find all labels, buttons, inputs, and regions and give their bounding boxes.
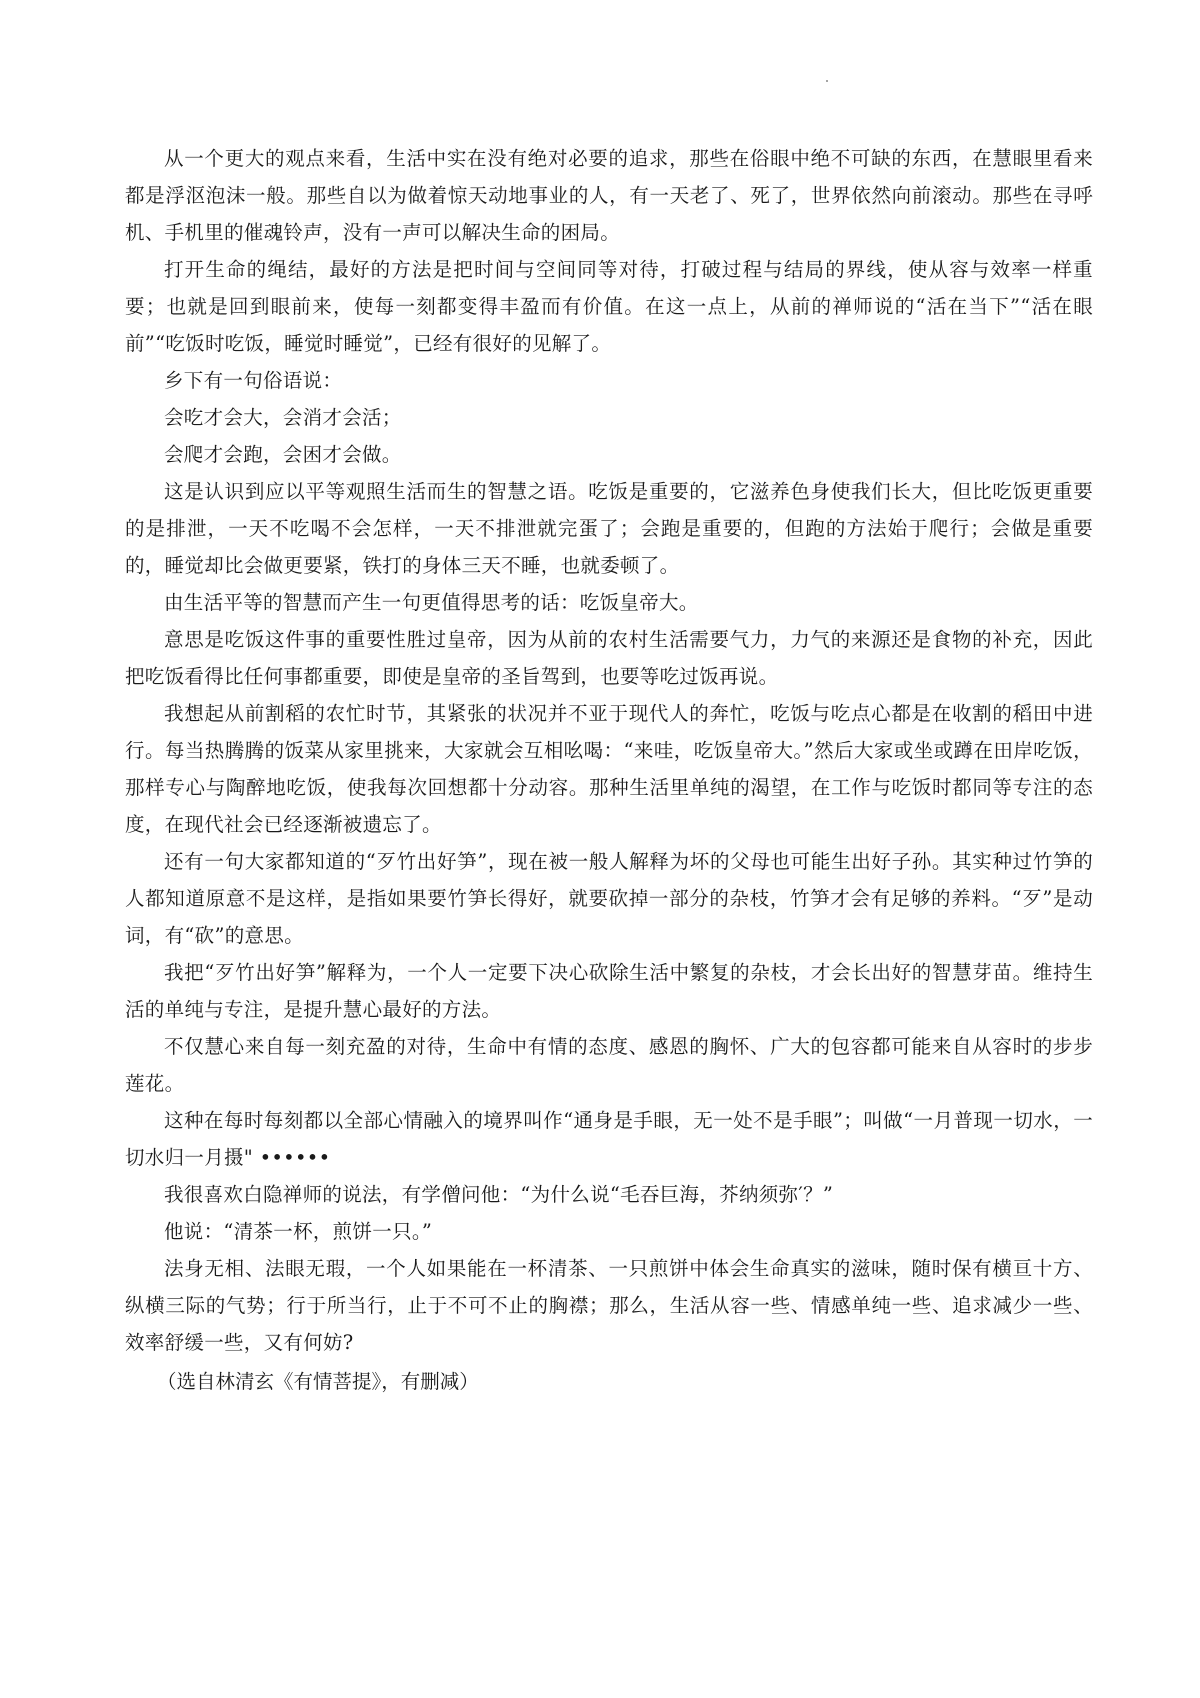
page-mark-dot (826, 80, 828, 82)
paragraph-14: 我很喜欢白隐禅师的说法，有学僧问他：“为什么说“毛吞巨海，芥纳须弥′？” (164, 1183, 834, 1206)
paragraph-5: 会爬才会跑，会困才会做。 (164, 443, 402, 466)
paragraph-7: 由生活平等的智慧而产生一句更值得思考的话：吃饭皇帝大。 (164, 591, 699, 614)
paragraph-8: 意思是吃饭这件事的重要性胜过皇帝，因为从前的农村生活需要气力，力气的来源还是食物的补充，因此把吃饭看得比任何事都重要，即使是皇帝的圣旨驾到，也要等吃过饭再说。 (125, 628, 1093, 688)
paragraph-13: 这种在每时每刻都以全部心情融入的境界叫作“通身是手眼，无一处不是手眼”；叫做“一月普现一切水，一切水归一月摄" •••••• (125, 1109, 1093, 1169)
paragraph-10: 还有一句大家都知道的“歹竹出好笋”，现在被一般人解释为坏的父母也可能生出好子孙。其实种过竹笋的人都知道原意不是这样，是指如果要竹笋长得好，就要砍掉一部分的杂枝，竹笋才会有足够的养料。“歹”是动词，有“砍”的意思。 (125, 850, 1093, 947)
paragraph-11: 我把“歹竹出好笋”解释为，一个人一定要下决心砍除生活中繁复的杂枝，才会长出好的智慧芽苗。维持生活的单纯与专注，是提升慧心最好的方法。 (125, 961, 1093, 1021)
source-citation: （选自林清玄《有情菩提》，有删减） (157, 1370, 479, 1393)
article-body (125, 140, 1093, 1400)
paragraph-16: 法身无相、法眼无瑕，一个人如果能在一杯清茶、一只煎饼中体会生命真实的滋味，随时保有横亘十方、纵横三际的气势；行于所当行，止于不可不止的胸襟；那么，生活从容一些、情感单纯一些、追求减少一些、效率舒缓一些，又有何妨? (125, 1257, 1093, 1354)
paragraph-2: 打开生命的绳结，最好的方法是把时间与空间同等对待，打破过程与结局的界线，使从容与效率一样重要；也就是回到眼前来，使每一刻都变得丰盈而有价值。在这一点上，从前的禅师说的“活在当下”“活在眼前”“吃饭时吃饭，睡觉时睡觉”，已经有很好的见解了。 (125, 258, 1093, 355)
paragraph-4: 会吃才会大，会消才会活； (164, 406, 402, 429)
paragraph-12: 不仅慧心来自每一刻充盈的对待，生命中有情的态度、感恩的胸怀、广大的包容都可能来自从容时的步步莲花。 (125, 1035, 1093, 1095)
paragraph-9: 我想起从前割稻的农忙时节，其紧张的状况并不亚于现代人的奔忙，吃饭与吃点心都是在收割的稻田中进行。每当热腾腾的饭菜从家里挑来，大家就会互相吆喝：“来哇，吃饭皇帝大。”然后大家或坐或蹲在田岸吃饭，那样专心与陶醉地吃饭，使我每次回想都十分动容。那种生活里单纯的渴望，在工作与吃饭时都同等专注的态度，在现代社会已经逐渐被遗忘了。 (125, 702, 1093, 836)
paragraph-15: 他说：“清茶一杯，煎饼一只。” (164, 1220, 433, 1243)
paragraph-3: 乡下有一句俗语说： (164, 369, 343, 392)
paragraph-1: 从一个更大的观点来看，生活中实在没有绝对必要的追求，那些在俗眼中绝不可缺的东西，在慧眼里看来都是浮沤泡沫一般。那些自以为做着惊天动地事业的人，有一天老了、死了，世界依然向前滚动。那些在寻呼机、手机里的催魂铃声，没有一声可以解决生命的困局。 (125, 147, 1093, 244)
paragraph-6: 这是认识到应以平等观照生活而生的智慧之语。吃饭是重要的，它滋养色身使我们长大，但比吃饭更重要的是排泄，一天不吃喝不会怎样，一天不排泄就完蛋了；会跑是重要的，但跑的方法始于爬行；会做是重要的，睡觉却比会做更要紧，铁打的身体三天不睡，也就委顿了。 (125, 480, 1093, 577)
